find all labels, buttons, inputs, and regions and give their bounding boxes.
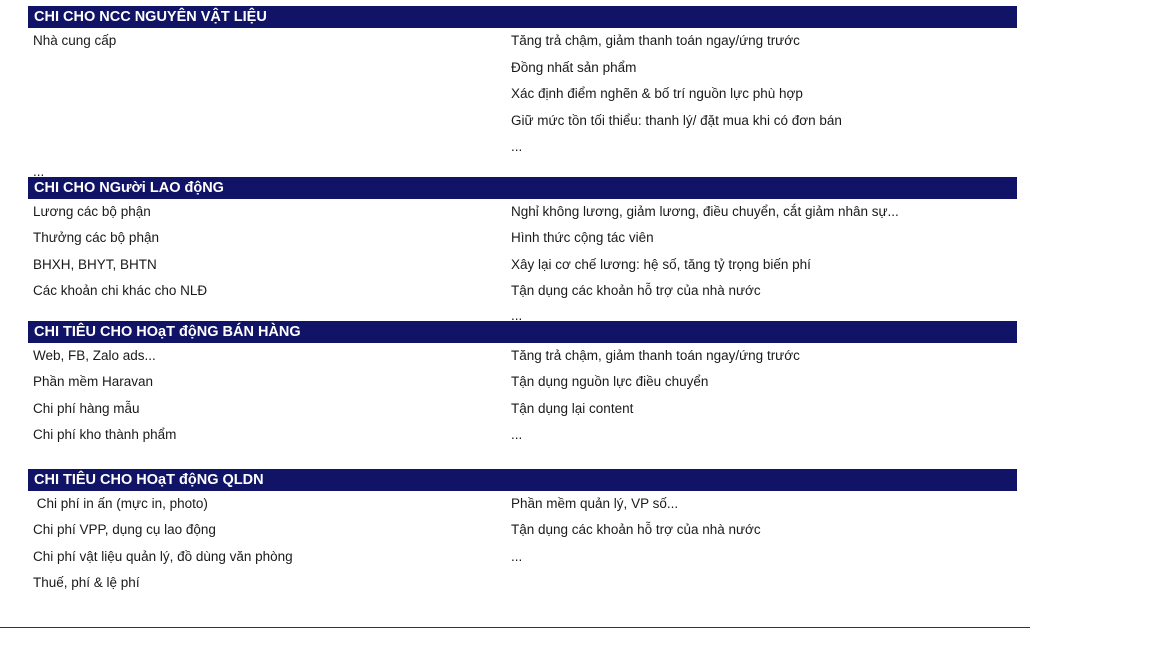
solution-item: Tận dụng lại content (511, 400, 634, 416)
solution-item: ... (511, 139, 523, 154)
table-row (28, 396, 1017, 423)
section-header-admin: CHI TIÊU CHO HOạT độNG QLDN (28, 469, 1017, 491)
solution-item: Tận dụng nguồn lực điều chuyển (511, 374, 709, 389)
table-row (28, 491, 1017, 518)
cost-item: Chi phí kho thành phẩm (33, 427, 177, 442)
cost-item: Phần mềm Haravan (33, 374, 154, 389)
solution-item: Phần mềm quản lý, VP số... (511, 495, 679, 511)
bottom-border-line (0, 627, 1030, 628)
solution-item: Tận dụng các khoản hỗ trợ của nhà nước (511, 522, 761, 537)
table-row (28, 252, 1017, 279)
solution-item: Đồng nhất sản phẩm (511, 59, 637, 75)
cost-item: Chi phí vật liệu quản lý, đồ dùng văn phòng (33, 548, 293, 564)
cost-item: Web, FB, Zalo ads... (33, 347, 156, 363)
cost-item: Chi phí VPP, dụng cụ lao động (33, 522, 216, 537)
cost-item: Thuế, phí & lệ phí (33, 575, 140, 590)
table-row (28, 161, 1017, 177)
cost-item: Nhà cung cấp (33, 33, 117, 48)
table-row (28, 28, 1017, 55)
solution-item: Xác định điểm nghẽn & bố trí nguồn lực phù hợp (511, 86, 803, 101)
cost-item: Chi phí in ấn (mực in, photo) (33, 495, 208, 511)
solution-item: Tăng trả chậm, giảm thanh toán ngay/ứng trước (511, 347, 800, 363)
table-row (28, 134, 1017, 161)
solution-item: ... (511, 307, 523, 323)
cost-table (28, 6, 1017, 597)
table-row (28, 570, 1017, 597)
solution-item: Hình thức cộng tác viên (511, 230, 654, 245)
table-row (28, 343, 1017, 370)
table-row (28, 422, 1017, 449)
cost-item: Chi phí hàng mẫu (33, 400, 140, 416)
section-header-employees: CHI CHO NGười LAO độNG (28, 177, 1017, 199)
table-row (28, 55, 1017, 82)
table-row (28, 199, 1017, 226)
cost-item: ... (33, 163, 45, 179)
solution-item: ... (511, 427, 523, 442)
section-spacer (28, 449, 1017, 469)
cost-item: BHXH, BHYT, BHTN (33, 256, 157, 272)
solution-item: Tăng trả chậm, giảm thanh toán ngay/ứng trước (511, 33, 800, 48)
cost-item: Lương các bộ phận (33, 203, 151, 219)
table-row (28, 81, 1017, 108)
table-row (28, 305, 1017, 321)
section-header-sales: CHI TIÊU CHO HOạT độNG BÁN HÀNG (28, 321, 1017, 343)
solution-item: Tận dụng các khoản hỗ trợ của nhà nước (511, 283, 761, 298)
table-row (28, 369, 1017, 396)
solution-item: ... (511, 548, 523, 564)
table-row (28, 544, 1017, 571)
solution-item: Xây lại cơ chế lương: hệ số, tăng tỷ trọng biến phí (511, 256, 811, 272)
table-row (28, 517, 1017, 544)
solution-item: Nghỉ không lương, giảm lương, điều chuyển, cắt giảm nhân sự... (511, 203, 899, 219)
table-row (28, 108, 1017, 135)
section-header-suppliers: CHI CHO NCC NGUYÊN VẬT LIỆU (28, 6, 1017, 28)
table-row (28, 225, 1017, 252)
solution-item: Giữ mức tồn tối thiểu: thanh lý/ đặt mua khi có đơn bán (511, 112, 842, 128)
cost-item: Thưởng các bộ phận (33, 230, 159, 245)
cost-item: Các khoản chi khác cho NLĐ (33, 283, 208, 298)
table-row (28, 278, 1017, 305)
